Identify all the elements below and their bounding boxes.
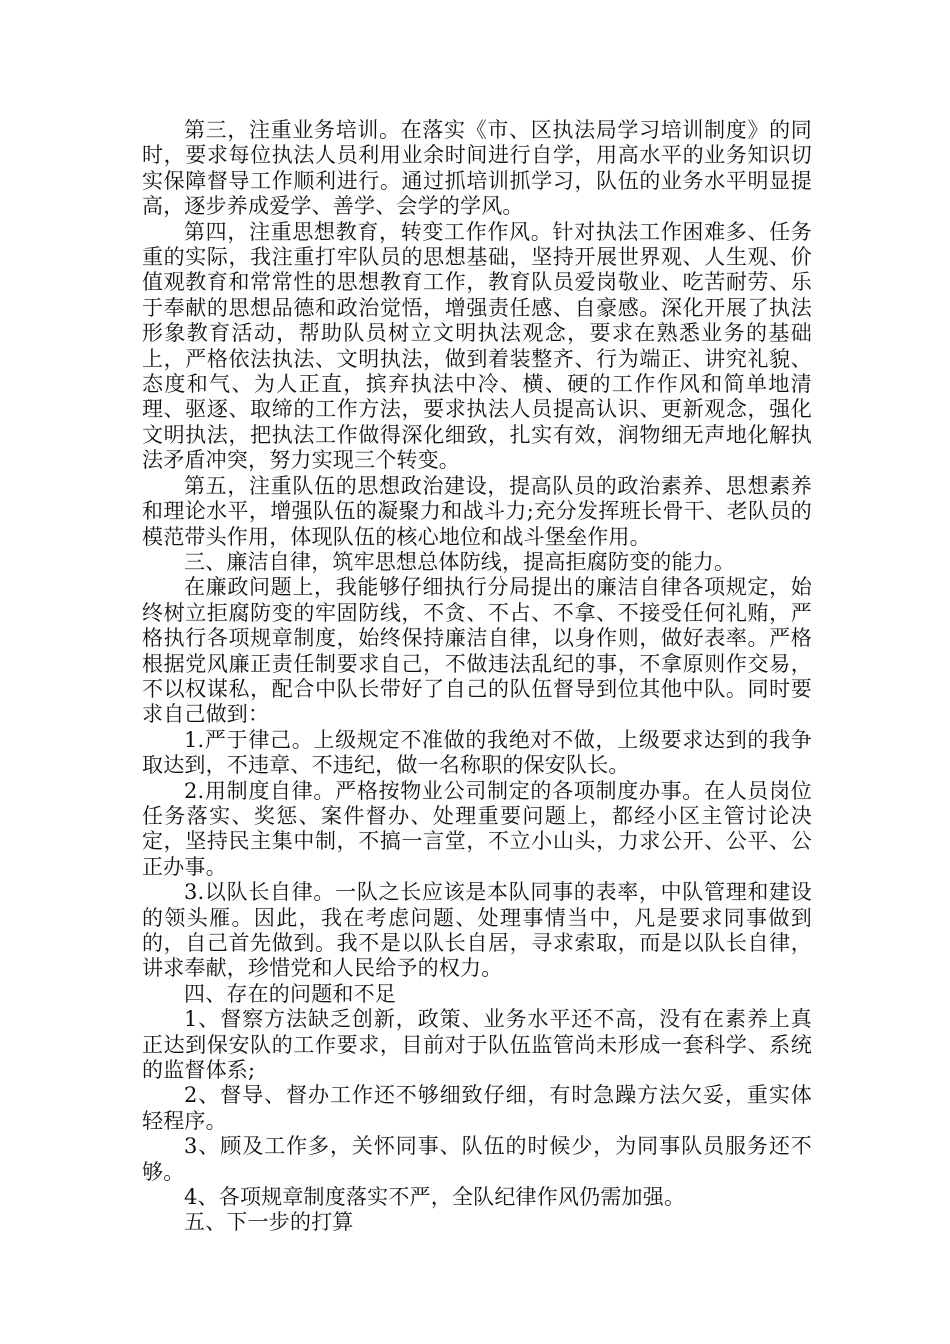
paragraph-political: 第五，注重队伍的思想政治建设，提高队员的政治素养、思想素养和理论水平，增强队伍的凝聚力和战斗力;充分发挥班长骨干、老队员的模范带头作用，体现队伍的核心地位和战斗堡垒作用。 xyxy=(142,473,812,549)
list-item-captain-discipline: 3.以队长自律。一队之长应该是本队同事的表率，中队管理和建设的领头雁。因此，我在考虑问题、处理事情当中，凡是要求同事做到的，自己首先做到。我不是以队长自居，寻求索取，而是以队长自律，讲求奉献，珍惜党和人民给予的权力。 xyxy=(142,880,812,981)
paragraph-training: 第三，注重业务培训。在落实《市、区执法局学习培训制度》的同时，要求每位执法人员利用业余时间进行自学，用高水平的业务知识切实保障督导工作顺利进行。通过抓培训抓学习，队伍的业务水平明显提高，逐步养成爱学、善学、会学的学风。 xyxy=(142,118,812,219)
list-item-problem-1: 1、督察方法缺乏创新，政策、业务水平还不高，没有在素养上真正达到保安队的工作要求，目前对于队伍监管尚未形成一套科学、系统的监督体系; xyxy=(142,1007,812,1083)
list-item-problem-2: 2、督导、督办工作还不够细致仔细，有时急躁方法欠妥，重实体轻程序。 xyxy=(142,1083,812,1133)
paragraph-ideology: 第四，注重思想教育，转变工作作风。针对执法工作困难多、任务重的实际，我注重打牢队员的思想基础，坚持开展世界观、人生观、价值观教育和常常性的思想教育工作，教育队员爱岗敬业、吃苦耐劳、乐于奉献的思想品德和政治觉悟，增强责任感、自豪感。深化开展了执法形象教育活动，帮助队员树立文明执法观念，要求在熟悉业务的基础上，严格依法执法、文明执法，做到着装整齐、行为端正、讲究礼貌、态度和气、为人正直，摈弃执法中冷、横、硬的工作作风和简单地清理、驱逐、取缔的工作方法，要求执法人员提高认识、更新观念，强化文明执法，把执法工作做得深化细致，扎实有效，润物细无声地化解执法矛盾冲突，努力实现三个转变。 xyxy=(142,219,812,473)
list-item-system-discipline: 2.用制度自律。严格按物业公司制定的各项制度办事。在人员岗位任务落实、奖惩、案件督办、处理重要问题上，都经小区主管讨论决定，坚持民主集中制，不搞一言堂，不立小山头，力求公开、公平、公正办事。 xyxy=(142,778,812,879)
list-item-problem-4: 4、各项规章制度落实不严，全队纪律作风仍需加强。 xyxy=(184,1185,686,1210)
section-heading-next-steps: 五、下一步的打算 xyxy=(184,1210,354,1235)
list-item-problem-3: 3、顾及工作多，关怀同事、队伍的时候少，为同事队员服务还不够。 xyxy=(142,1134,812,1184)
section-heading-problems: 四、存在的问题和不足 xyxy=(184,981,396,1006)
document-page xyxy=(142,118,812,1236)
section-heading-integrity: 三、廉洁自律，筑牢思想总体防线，提高拒腐防变的能力。 xyxy=(184,549,736,574)
list-item-self-discipline: 1.严于律己。上级规定不准做的我绝对不做，上级要求达到的我争取达到，不违章、不违纪，做一名称职的保安队长。 xyxy=(142,727,812,778)
paragraph-integrity: 在廉政问题上，我能够仔细执行分局提出的廉洁自律各项规定，始终树立拒腐防变的牢固防线，不贪、不占、不拿、不接受任何礼贿，严格执行各项规章制度，始终保持廉洁自律，以身作则，做好表率。严格根据党风廉正责任制要求自己，不做违法乱纪的事，不拿原则作交易，不以权谋私，配合中队长带好了自己的队伍督导到位其他中队。同时要求自己做到： xyxy=(142,575,812,727)
